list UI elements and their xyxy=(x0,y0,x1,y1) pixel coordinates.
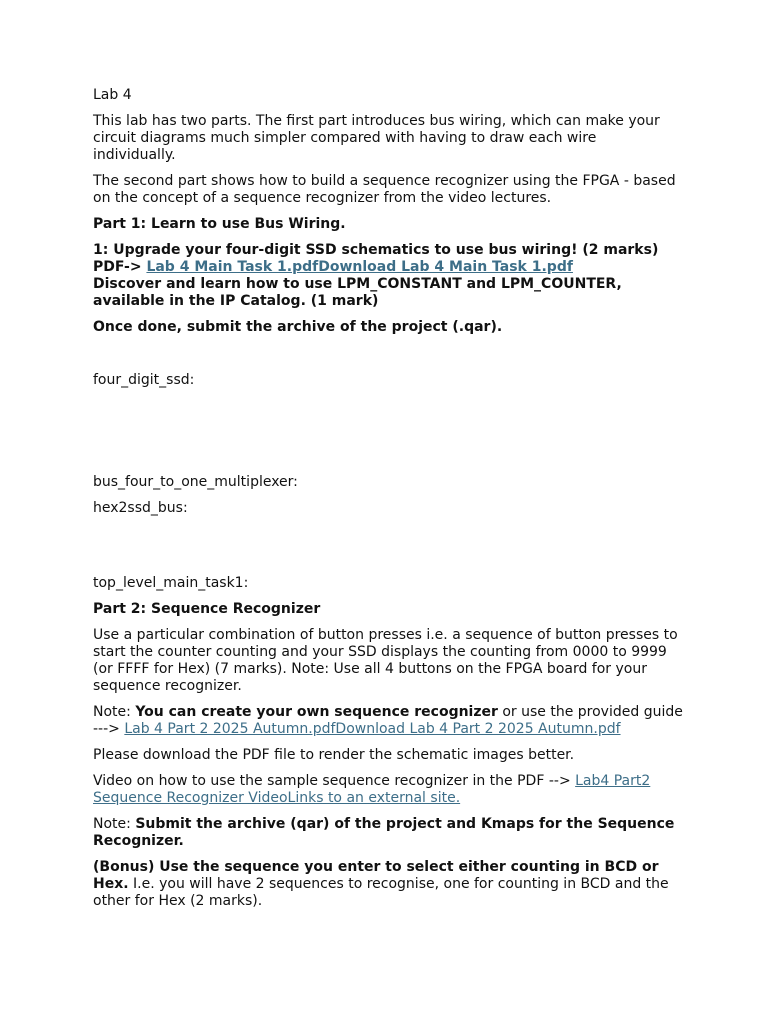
video-paragraph xyxy=(93,773,683,807)
bonus-bold: (Bonus) Use the sequence you enter to select either counting in BCD or Hex. xyxy=(93,859,659,892)
note-prefix: Note: xyxy=(93,704,136,720)
note-bold: You can create your own sequence recognizer xyxy=(135,704,498,720)
part1-submit-note: Once done, submit the archive of the project (.qar). xyxy=(93,319,503,335)
schematic-label-bus-mux: bus_four_to_one_multiplexer: xyxy=(93,474,298,490)
task1-pdf-link[interactable]: Lab 4 Main Task 1.pdfDownload Lab 4 Main Task 1.pdf xyxy=(146,259,573,275)
part1-task2-text: Discover and learn how to use LPM_CONSTANT and LPM_COUNTER, available in the IP Catalog. (1 mark) xyxy=(93,276,622,309)
part2-note-submit xyxy=(93,816,683,850)
schematic-image-placeholder xyxy=(93,398,683,474)
download-note: Please download the PDF file to render the schematic images better. xyxy=(93,747,575,763)
schematic-image-placeholder xyxy=(93,526,683,575)
doc-title: Lab 4 xyxy=(93,87,132,103)
schematic-spacer xyxy=(93,345,683,372)
part1-heading: Part 1: Learn to use Bus Wiring. xyxy=(93,216,346,232)
schematic-label-four-digit-ssd: four_digit_ssd: xyxy=(93,372,195,388)
video-link[interactable]: Lab4 Part2 Sequence Recognizer VideoLinks to an external site. xyxy=(93,773,651,806)
intro-paragraph-2: The second part shows how to build a sequence recognizer using the FPGA - based on the concept of a sequence recognizer from the video lectures. xyxy=(93,173,676,206)
part1-task1-text: 1: Upgrade your four-digit SSD schematics to use bus wiring! (2 marks) PDF-> xyxy=(93,242,659,275)
note-prefix: Note: xyxy=(93,816,136,832)
part2-pdf-link[interactable]: Lab 4 Part 2 2025 Autumn.pdfDownload Lab 4 Part 2 2025 Autumn.pdf xyxy=(124,721,621,737)
intro-paragraph-1: This lab has two parts. The first part introduces bus wiring, which can make your circuit diagrams much simpler compared with having to draw each wire individually. xyxy=(93,113,660,163)
part2-description: Use a particular combination of button presses i.e. a sequence of button presses to start the counter counting and your SSD displays the counting from 0000 to 9999 (or FFFF for Hex) (7 marks). Note: Use all 4 buttons on the FPGA board for your sequence recognizer. xyxy=(93,627,678,694)
schematic-label-top-level: top_level_main_task1: xyxy=(93,575,249,591)
part2-heading: Part 2: Sequence Recognizer xyxy=(93,601,321,617)
document-content xyxy=(93,87,683,919)
bonus-rest: I.e. you will have 2 sequences to recognise, one for counting in BCD and the other for Hex (2 marks). xyxy=(93,876,669,909)
part2-note-guide xyxy=(93,704,683,738)
note-mid: or use the provided guide ---> xyxy=(93,704,683,737)
part1-task1 xyxy=(93,242,683,310)
schematic-label-hex2ssd-bus: hex2ssd_bus: xyxy=(93,500,188,516)
bonus-paragraph xyxy=(93,859,683,910)
note-bold: Submit the archive (qar) of the project and Kmaps for the Sequence Recognizer. xyxy=(93,816,675,849)
video-prefix: Video on how to use the sample sequence recognizer in the PDF --> xyxy=(93,773,576,789)
